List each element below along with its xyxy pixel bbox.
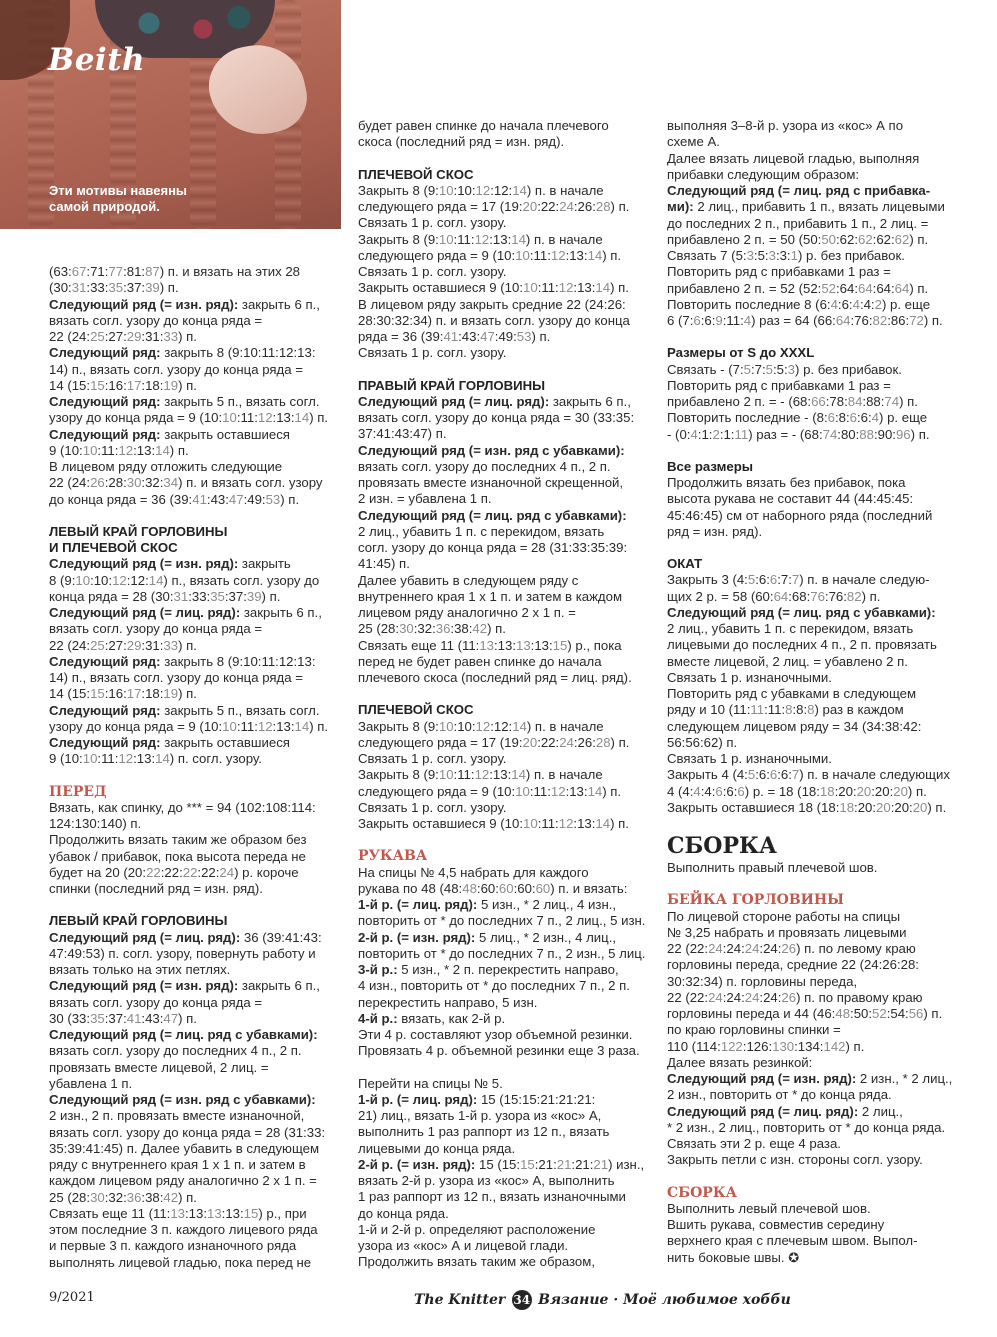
instruction-line: Связать эти 2 р. еще 4 раза. [667, 1136, 841, 1151]
instruction-line: горловины переда, средние 22 (24:26:28: [667, 957, 919, 973]
subsection-heading: ПЛЕЧЕВОЙ СКОС [358, 166, 474, 182]
instruction-line: вязать согл. узору до конца ряда = [49, 994, 263, 1010]
instruction-line: Закрыть 8 (9:10:11:12:13:14) п. в начале [358, 231, 603, 247]
instruction-line: Связать 1 р. согл. узору. [358, 751, 507, 766]
instruction-line: будет на 20 (20:22:22:22:22:24) р. короче [49, 864, 299, 880]
instruction-line: 30:32:34) п. горловины переда, [667, 973, 858, 989]
instruction-line: этом последние 3 п. каждого лицевого ряда [49, 1222, 318, 1237]
instruction-line: прибавлено 2 п. = 52 (52:52:64:64:64:64) п. [667, 280, 929, 296]
instruction-line: Закрыть оставшиеся 9 (10:10:11:12:13:14) п. [358, 280, 629, 296]
instruction-line: Следующий ряд (= лиц. ряд с убавками): [667, 604, 936, 620]
subsection-heading: Все размеры [667, 458, 754, 474]
instruction-line: Далее вязать лицевой гладью, выполняя [667, 150, 920, 166]
instruction-line: В лицевом ряду закрыть средние 22 (24:26: [358, 296, 626, 312]
page-number: 34 [512, 1290, 532, 1310]
instruction-line: 124:130:140) п. [49, 816, 142, 831]
instruction-line: 1-й р. (= лиц. ряд): 5 изн., * 2 лиц., 4 изн., [358, 897, 617, 912]
instruction-line: лицевыми до последних 4 п., 2 п. провязать [667, 637, 937, 653]
instruction-line: 14 (15:15:16:17:18:19) п. [49, 686, 197, 702]
instruction-line: 28:30:32:34) п. и вязать согл. узору до конца [358, 312, 630, 328]
instruction-line: 2 изн., повторить от * до конца ряда. [667, 1087, 892, 1103]
instruction-line: 3-й р.: 5 изн., * 2 п. перекрестить направо, [358, 962, 619, 977]
instruction-line: Закрыть 8 (9:10:10:12:12:14) п. в начале [358, 718, 604, 734]
instruction-line: схеме А. [667, 134, 720, 150]
instruction-line: Следующий ряд (= изн. ряд): закрыть [49, 556, 291, 572]
instruction-line: 1 раз раппорт из 12 п., вязать изнаночными [358, 1189, 626, 1205]
section-heading: БЕЙКА ГОРЛОВИНЫ [667, 892, 844, 909]
instruction-line: Повторить ряд с прибавками 1 раз = [667, 264, 891, 280]
instruction-line: Связать 7 (5:3:5:3:3:1) р. без прибавок. [667, 248, 905, 263]
instruction-line: Следующий ряд (= лиц. ряд с убавками): [358, 507, 627, 523]
text-column-3 [667, 118, 967, 1266]
instruction-line: Далее вязать резинкой: [667, 1054, 813, 1070]
instruction-line: По лицевой стороне работы на спицы [667, 908, 901, 924]
spacer [667, 816, 967, 832]
instruction-line: Закрыть 8 (9:10:11:12:13:14) п. в начале [358, 767, 603, 783]
instruction-line: Следующий ряд (= изн. ряд с убавками): [49, 1092, 316, 1107]
instruction-line: убавлена 1 п. [49, 1075, 133, 1091]
instruction-line: ми): 2 лиц., прибавить 1 п., вязать лицевыми [667, 199, 945, 215]
instruction-line: Следующий ряд (= изн. ряд с убавками): [358, 442, 625, 458]
instruction-line: Продолжить вязать таким же образом без [49, 832, 307, 848]
instruction-line: Закрыть 3 (4:5:6:6:7:7) п. в начале следую- [667, 572, 930, 588]
instruction-line: и первые 3 п. каждого изнаночного ряда [49, 1238, 297, 1254]
instruction-line: 2 лиц., убавить 1 п. с перекидом, вязать [358, 523, 605, 539]
instruction-line: следующего ряда = 17 (19:20:22:24:26:28) п. [358, 734, 630, 750]
instruction-line: Повторить последние 8 (6:4:6:4:4:2) р. еще [667, 296, 931, 312]
instruction-line: 30 (33:35:37:41:43:47) п. [49, 1010, 197, 1026]
section-heading: ПЕРЕД [49, 783, 107, 800]
instruction-line: 22 (24:26:28:30:32:34) п. и вязать согл. узору [49, 475, 323, 491]
section-heading: РУКАВА [358, 848, 428, 865]
instruction-line: Продолжить вязать таким же образом, [358, 1254, 596, 1270]
instruction-line: выполнять лицевой гладью, пока перед не [49, 1254, 312, 1270]
instruction-line: щих 2 р. = 58 (60:64:68:76:76:82) п. [667, 588, 881, 604]
instruction-line: 4 (4:4:4:6:6:6) р. = 18 (18:18:20:20:20:20) п. [667, 783, 927, 799]
spacer [667, 329, 967, 345]
instruction-line: Закрыть оставшиеся 18 (18:18:20:20:20:20) п. [667, 799, 947, 815]
caption-line: самой природой. [49, 199, 160, 214]
spacer [49, 768, 349, 784]
instruction-line: узору до конца ряда = 9 (10:10:11:12:13:14) п. [49, 410, 329, 426]
instruction-line: 14) п., вязать согл. узору до конца ряда = [49, 361, 303, 377]
instruction-line: перекрестить направо, 5 изн. [358, 994, 538, 1010]
instruction-line: * 2 изн., 2 лиц., повторить от * до конца ряда. [667, 1119, 946, 1135]
instruction-line: вязать согл. узору до конца ряда = 28 (31:33: [49, 1124, 326, 1140]
instruction-line: Провязать 4 р. объемной резинки еще 3 раза. [358, 1043, 640, 1059]
instruction-line: 25 (28:30:32:36:38:42) п. [358, 621, 506, 637]
pattern-title: Beith [48, 42, 146, 78]
instruction-line: № 3,25 набрать и провязать лицевыми [667, 924, 907, 940]
instruction-line: Закрыть оставшиеся 9 (10:10:11:12:13:14) п. [358, 816, 629, 831]
instruction-line: 1-й и 2-й р. определяют расположение [358, 1221, 596, 1237]
instruction-line: вязать согл. узору до конца ряда = [49, 312, 263, 328]
instruction-line: Выполнить правый плечевой шов. [667, 860, 878, 875]
instruction-line: спинки (последний ряд = изн. ряд). [49, 881, 263, 896]
instruction-line: вязать согл. узору до последних 4 п., 2 п. [49, 1043, 302, 1059]
spacer [667, 540, 967, 556]
instruction-line: - (0:4:1:2:1:11) раз = - (68:74:80:88:90:96) п. [667, 426, 930, 442]
instruction-line: 22 (24:25:27:29:31:33) п. [49, 637, 197, 653]
instruction-line: Следующий ряд (= изн. ряд): 2 изн., * 2 лиц., [667, 1071, 953, 1086]
instruction-line: верхнего края с плечевым швом. Выпол- [667, 1233, 918, 1249]
instruction-line: Следующий ряд (= изн. ряд): закрыть 6 п., [49, 978, 320, 994]
footer-masthead [414, 1290, 791, 1310]
instruction-line: 1-й р. (= лиц. ряд): 15 (15:15:21:21:21: [358, 1091, 596, 1107]
instruction-line: плечевого скоса (последний ряд = лиц. ряд). [358, 670, 632, 685]
instruction-line: скоса (последний ряд = изн. ряд). [358, 134, 565, 150]
instruction-line: 22 (22:24:24:24:24:26) п. по левому краю [667, 941, 916, 956]
subsection-heading: ПЛЕЧЕВОЙ СКОС [358, 702, 474, 718]
spacer [358, 1060, 658, 1076]
instruction-line: ряд = изн. ряд). [667, 523, 763, 539]
instruction-line: 22 (24:25:27:29:31:33) п. [49, 329, 197, 344]
instruction-line: до конца ряда. [358, 1205, 449, 1221]
spacer [358, 686, 658, 702]
instruction-line: ряду и 10 (11:11:11:8:8:8) раз в каждом [667, 702, 904, 718]
instruction-line: следующего ряда = 9 (10:10:11:12:13:14) п. [358, 783, 622, 799]
instruction-line: Вшить рукава, совместив середину [667, 1217, 885, 1232]
instruction-line: 2-й р. (= изн. ряд): 5 лиц., * 2 изн., 4 лиц., [358, 929, 617, 945]
instruction-line: Связать 1 р. согл. узору. [358, 264, 507, 279]
instruction-line: повторить от * до последних 7 п., 2 лиц., 5 изн. [358, 913, 646, 929]
instruction-line: 22 (22:24:24:24:24:26) п. по правому краю [667, 989, 923, 1005]
instruction-line: вязать согл. узору до конца ряда = 30 (33:35: [358, 410, 635, 425]
instruction-line: 45:46:45) см от наборного ряда (последний [667, 507, 933, 523]
instruction-line: вязать 2-й р. узора из «кос» А, выполнить [358, 1173, 615, 1188]
instruction-line: 6 (7:6:6:9:11:4) раз = 64 (66:64:76:82:86:72) п. [667, 313, 943, 328]
subsection-heading: И ПЛЕЧЕВОЙ СКОС [49, 540, 178, 555]
instruction-line: Связать - (7:5:7:5:5:3) р. без прибавок. [667, 361, 902, 377]
text-column-2 [358, 118, 658, 1271]
instruction-line: Закрыть 4 (4:5:6:6:6:7) п. в начале следующих [667, 767, 950, 783]
hero-photo [0, 0, 341, 229]
instruction-line: перед не будет равен спинке до начала [358, 653, 602, 669]
instruction-line: Следующий ряд: закрыть 8 (9:10:11:12:13: [49, 345, 316, 361]
instruction-line: конца ряда = 28 (30:31:33:35:37:39) п. [49, 588, 281, 604]
instruction-line: горловины переда и 44 (46:48:50:52:54:56) п. [667, 1006, 943, 1021]
instruction-line: (63:67:71:77:81:87) п. и вязать на этих 28 [49, 264, 301, 279]
instruction-line: Закрыть 8 (9:10:10:12:12:14) п. в начале [358, 182, 604, 198]
instruction-line: по краю горловины спинки = [667, 1022, 841, 1038]
instruction-line: 14 (15:15:16:17:18:19) п. [49, 377, 197, 393]
spacer [667, 876, 967, 892]
instruction-line: Повторить ряд с прибавками 1 раз = [667, 377, 891, 393]
instruction-line: узора из «кос» А и лицевой глади. [358, 1238, 569, 1253]
instruction-line: Следующий ряд (= лиц. ряд с прибавка- [667, 183, 931, 198]
instruction-line: Повторить последние - (8:6:8:6:6:4) р. еще [667, 410, 928, 426]
instruction-line: Следующий ряд: закрыть 5 п., вязать согл. [49, 394, 320, 409]
spacer [358, 832, 658, 848]
instruction-line: высота рукава не составит 44 (44:45:45: [667, 491, 914, 507]
section-heading: СБОРКА [667, 1184, 737, 1201]
spacer [667, 1169, 967, 1185]
instruction-line: до последних 2 п., прибавить 1 п., 2 лиц. = [667, 215, 929, 231]
instruction-line: 2 лиц., убавить 1 п. с перекидом, вязать [667, 621, 914, 636]
instruction-line: будет равен спинке до начала плечевого [358, 118, 609, 133]
instruction-line: Перейти на спицы № 5. [358, 1075, 503, 1091]
instruction-line: 35:39:41:45) п. Далее убавить в следующем [49, 1140, 320, 1156]
instruction-line: провязать вместе лицевой, 2 лиц. = [49, 1059, 269, 1075]
instruction-line: выполняя 3–8-й р. узора из «кос» А по [667, 118, 904, 133]
instruction-line: 47:49:53) п. согл. узору, повернуть работу и [49, 945, 316, 961]
spacer [667, 443, 967, 459]
instruction-line: На спицы № 4,5 набрать для каждого [358, 864, 589, 880]
instruction-line: 2 изн. = убавлена 1 п. [358, 491, 492, 507]
instruction-line: Связать 1 р. согл. узору. [358, 799, 507, 815]
instruction-line: следующем лицевом ряду = 34 (34:38:42: [667, 718, 922, 734]
instruction-line: 25 (28:30:32:36:38:42) п. [49, 1189, 197, 1205]
subsection-heading: ЛЕВЫЙ КРАЙ ГОРЛОВИНЫ [49, 523, 228, 539]
instruction-line: вязать согл. узору до конца ряда = [49, 621, 263, 637]
instruction-line: 2-й р. (= изн. ряд): 15 (15:15:21:21:21:21) изн., [358, 1156, 645, 1172]
instruction-line: Следующий ряд (= изн. ряд): закрыть 6 п., [49, 296, 320, 312]
instruction-line: Связать 1 р. согл. узору. [358, 345, 507, 361]
instruction-line: 4-й р.: вязать, как 2-й р. [358, 1010, 506, 1026]
instruction-line: 9 (10:10:11:12:13:14) п. согл. узору. [49, 751, 262, 767]
instruction-line: Закрыть петли с изн. стороны согл. узору. [667, 1152, 923, 1168]
instruction-line: прибавлено 2 п. = - (68:66:78:84:88:74) п. [667, 394, 918, 409]
instruction-line: Связать 1 р. изнаночными. [667, 751, 832, 766]
instruction-line: 37:41:43:47) п. [358, 426, 447, 442]
instruction-line: (30:31:33:35:37:39) п. [49, 280, 179, 296]
subsection-heading: ПРАВЫЙ КРАЙ ГОРЛОВИНЫ [358, 377, 546, 393]
instruction-line: 110 (114:122:126:130:134:142) п. [667, 1038, 865, 1054]
instruction-line: Следующий ряд: закрыть оставшиеся [49, 426, 290, 442]
spacer [358, 151, 658, 167]
instruction-line: провязать вместе изнаночной скрещенной, [358, 475, 624, 490]
instruction-line: следующего ряда = 17 (19:20:22:24:26:28) п. [358, 199, 630, 214]
instruction-line: Выполнить левый плечевой шов. [667, 1200, 871, 1216]
subsection-heading: Размеры от S до XXXL [667, 345, 815, 361]
instruction-line: убавок / прибавок, пока высота переда не [49, 848, 306, 864]
instruction-line: согл. узору до конца ряда = 28 (31:33:35:39: [358, 540, 628, 555]
instruction-line: рукава по 48 (48:48:60:60:60:60) п. и вязать: [358, 880, 628, 896]
instruction-line: Повторить ряд с убавками в следующем [667, 686, 917, 701]
instruction-line: Следующий ряд (= лиц. ряд): закрыть 6 п., [358, 393, 631, 409]
instruction-line: 9 (10:10:11:12:13:14) п. [49, 442, 189, 458]
instruction-line: Продолжить вязать без прибавок, пока [667, 475, 906, 490]
text-column-1 [49, 264, 349, 1271]
instruction-line: 8 (9:10:10:12:12:14) п., вязать согл. узору до [49, 572, 320, 588]
instruction-line: 4 изн., повторить от * до последних 7 п., 2 п. [358, 978, 630, 994]
instruction-line: Эти 4 р. составляют узор объемной резинки. [358, 1027, 633, 1042]
instruction-line: Далее убавить в следующем ряду с [358, 572, 579, 588]
instruction-line: внутреннего края 1 х 1 п. и затем в каждом [358, 588, 623, 604]
instruction-line: выполнить 1 раз раппорт из 12 п., вязать [358, 1124, 610, 1140]
instruction-line: Следующий ряд: закрыть 8 (9:10:11:12:13: [49, 653, 316, 669]
instruction-line: Следующий ряд: закрыть 5 п., вязать согл. [49, 702, 320, 718]
magazine-subtitle: Вязание · Моё любимое хобби [538, 1292, 791, 1308]
instruction-line: Связать 1 р. изнаночными. [667, 669, 832, 685]
photo-caption [49, 183, 187, 215]
instruction-line: прибавки следующим образом: [667, 166, 860, 182]
instruction-line: следующего ряда = 9 (10:10:11:12:13:14) п. [358, 247, 622, 263]
instruction-line: Связать 1 р. согл. узору. [358, 215, 507, 231]
instruction-line: вязать только на этих петлях. [49, 962, 231, 977]
instruction-line: Следующий ряд (= лиц. ряд): 36 (39:41:43: [49, 929, 322, 945]
instruction-line: ряда = 36 (39:41:43:47:49:53) п. [358, 329, 551, 344]
instruction-line: 2 изн., 2 п. провязать вместе изнаночной, [49, 1108, 305, 1124]
instruction-line: Следующий ряд (= лиц. ряд): закрыть 6 п., [49, 605, 322, 620]
instruction-line: 56:56:62) п. [667, 734, 738, 750]
instruction-line: нить боковые швы. ✪ [667, 1249, 800, 1265]
instruction-line: Следующий ряд: закрыть оставшиеся [49, 735, 290, 750]
subsection-heading: ОКАТ [667, 556, 703, 571]
instruction-line: узору до конца ряда = 9 (10:10:11:12:13:14) п. [49, 718, 329, 734]
instruction-line: Вязать, как спинку, до *** = 94 (102:108:114: [49, 799, 316, 815]
instruction-line: вместе лицевой, 2 лиц. = убавлено 2 п. [667, 653, 908, 669]
subsection-heading: ЛЕВЫЙ КРАЙ ГОРЛОВИНЫ [49, 913, 228, 929]
instruction-line: 41:45) п. [358, 556, 410, 572]
instruction-line: Следующий ряд (= лиц. ряд с убавками): [49, 1027, 318, 1042]
instruction-line: ряду с внутреннего края 1 х 1 п. и затем в [49, 1157, 306, 1172]
instruction-line: лицевом ряду аналогично 2 х 1 п. = [358, 605, 576, 620]
magazine-name: The Knitter [414, 1292, 506, 1308]
instruction-line: лицевыми до конца ряда. [358, 1140, 516, 1156]
instruction-line: В лицевом ряду отложить следующие [49, 459, 283, 474]
instruction-line: Следующий ряд (= лиц. ряд): 2 лиц., [667, 1103, 903, 1119]
instruction-line: до конца ряда = 36 (39:41:43:47:49:53) п. [49, 491, 300, 507]
instruction-line: Связать еще 11 (11:13:13:13:13:15) р., при [49, 1205, 307, 1221]
instruction-line: повторить от * до последних 7 п., 2 изн., 5 лиц. [358, 945, 646, 961]
caption-line: Эти мотивы навеяны [49, 183, 188, 198]
spacer [49, 897, 349, 913]
instruction-line: Связать еще 11 (11:13:13:13:13:15) р., пока [358, 637, 622, 653]
spacer [49, 508, 349, 524]
spacer [358, 362, 658, 378]
instruction-line: каждом лицевом ряду аналогично 2 х 1 п. = [49, 1173, 317, 1189]
instruction-line: вязать согл. узору до последних 4 п., 2 п. [358, 458, 611, 474]
issue-number: 9/2021 [49, 1290, 95, 1305]
instruction-line: 21) лиц., вязать 1-й р. узора из «кос» А, [358, 1108, 602, 1123]
section-heading-large: СБОРКА [667, 833, 777, 859]
instruction-line: прибавлено 2 п. = 50 (50:50:62:62:62:62) п. [667, 231, 929, 247]
instruction-line: 14) п., вязать согл. узору до конца ряда = [49, 670, 303, 685]
